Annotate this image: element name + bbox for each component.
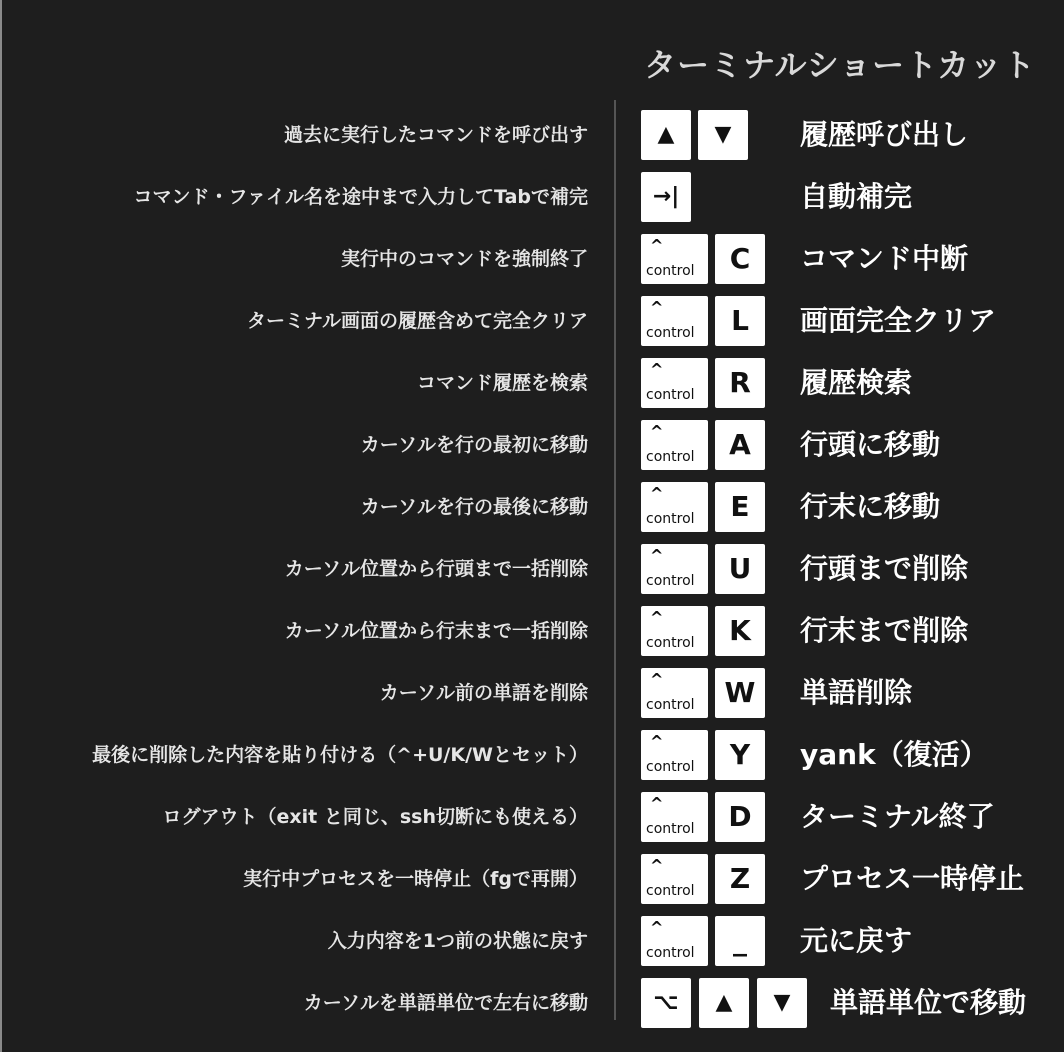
shortcut-row-line-start bbox=[0, 420, 1064, 470]
option-key-icon: ⌥ bbox=[641, 978, 691, 1028]
shortcut-row-delete-to-start bbox=[0, 544, 1064, 594]
shortcut-label: 単語単位で移動 bbox=[830, 986, 1027, 1019]
shortcut-row-suspend bbox=[0, 854, 1064, 904]
letter-key: K bbox=[715, 606, 765, 656]
shortcut-row-delete-word bbox=[0, 668, 1064, 718]
down-arrow-key-icon: ▼ bbox=[757, 978, 807, 1028]
control-key bbox=[641, 668, 708, 718]
shortcut-label: 行末まで削除 bbox=[800, 614, 969, 647]
control-key-label: control bbox=[646, 511, 695, 527]
control-key-label: control bbox=[646, 449, 695, 465]
control-key bbox=[641, 916, 708, 966]
control-key-label: control bbox=[646, 697, 695, 713]
shortcut-description: カーソル前の単語を削除 bbox=[379, 682, 588, 704]
shortcut-label: yank（復活） bbox=[800, 738, 988, 771]
letter-key: U bbox=[715, 544, 765, 594]
shortcut-description: カーソルを単語単位で左右に移動 bbox=[303, 992, 588, 1014]
letter-key: C bbox=[715, 234, 765, 284]
control-key-label: control bbox=[646, 759, 695, 775]
shortcut-description: カーソルを行の最初に移動 bbox=[360, 434, 588, 456]
shortcut-row-undo bbox=[0, 916, 1064, 966]
shortcut-description: ログアウト（exit と同じ、ssh切断にも使える） bbox=[162, 806, 588, 828]
control-key bbox=[641, 544, 708, 594]
shortcut-row-logout bbox=[0, 792, 1064, 842]
shortcut-label: 自動補完 bbox=[800, 180, 913, 213]
up-arrow-key-icon: ▲ bbox=[641, 110, 691, 160]
tab-key-icon: →| bbox=[641, 172, 691, 222]
letter-key: Y bbox=[715, 730, 765, 780]
caret-icon: ^ bbox=[650, 236, 664, 255]
control-key bbox=[641, 792, 708, 842]
control-key-label: control bbox=[646, 635, 695, 651]
caret-icon: ^ bbox=[650, 608, 664, 627]
shortcut-label: 履歴呼び出し bbox=[800, 118, 969, 151]
shortcut-description: 入力内容を1つ前の状態に戻す bbox=[327, 930, 588, 952]
control-key-label: control bbox=[646, 263, 695, 279]
shortcut-description: カーソル位置から行頭まで一括削除 bbox=[284, 558, 588, 580]
shortcut-label: 履歴検索 bbox=[800, 366, 913, 399]
shortcut-description: カーソル位置から行末まで一括削除 bbox=[284, 620, 588, 642]
shortcut-label: 行頭まで削除 bbox=[800, 552, 969, 585]
up-arrow-key-icon: ▲ bbox=[699, 978, 749, 1028]
letter-key: R bbox=[715, 358, 765, 408]
caret-icon: ^ bbox=[650, 298, 664, 317]
caret-icon: ^ bbox=[650, 670, 664, 689]
shortcut-description: 実行中プロセスを一時停止（fgで再開） bbox=[243, 868, 588, 890]
caret-icon: ^ bbox=[650, 918, 664, 937]
shortcut-label: 元に戻す bbox=[800, 924, 913, 957]
control-key bbox=[641, 854, 708, 904]
control-key-label: control bbox=[646, 821, 695, 837]
control-key-label: control bbox=[646, 325, 695, 341]
caret-icon: ^ bbox=[650, 422, 664, 441]
shortcut-description: 実行中のコマンドを強制終了 bbox=[340, 248, 588, 270]
down-arrow-key-icon: ▼ bbox=[698, 110, 748, 160]
caret-icon: ^ bbox=[650, 484, 664, 503]
shortcut-description: 最後に削除した内容を貼り付ける（^+U/K/Wとセット） bbox=[92, 744, 588, 766]
page-title: ターミナルショートカット bbox=[644, 46, 1036, 84]
letter-key: L bbox=[715, 296, 765, 346]
shortcut-row-interrupt bbox=[0, 234, 1064, 284]
caret-icon: ^ bbox=[650, 546, 664, 565]
shortcut-row-line-end bbox=[0, 482, 1064, 532]
caret-icon: ^ bbox=[650, 360, 664, 379]
shortcut-label: 行末に移動 bbox=[800, 490, 941, 523]
control-key bbox=[641, 606, 708, 656]
shortcut-description: 過去に実行したコマンドを呼び出す bbox=[283, 124, 588, 146]
shortcut-label: 画面完全クリア bbox=[800, 304, 997, 337]
control-key bbox=[641, 234, 708, 284]
caret-icon: ^ bbox=[650, 856, 664, 875]
control-key-label: control bbox=[646, 387, 695, 403]
control-key-label: control bbox=[646, 573, 695, 589]
shortcut-row-history bbox=[0, 110, 1064, 160]
control-key-label: control bbox=[646, 945, 695, 961]
shortcut-row-delete-to-end bbox=[0, 606, 1064, 656]
letter-key: D bbox=[715, 792, 765, 842]
shortcut-label: コマンド中断 bbox=[800, 242, 969, 275]
shortcut-label: ターミナル終了 bbox=[800, 800, 995, 833]
shortcut-description: コマンド履歴を検索 bbox=[416, 372, 588, 394]
shortcut-label: プロセス一時停止 bbox=[800, 862, 1025, 895]
caret-icon: ^ bbox=[650, 732, 664, 751]
control-key bbox=[641, 296, 708, 346]
shortcut-description: ターミナル画面の履歴含めて完全クリア bbox=[246, 310, 588, 332]
shortcut-row-history-search bbox=[0, 358, 1064, 408]
shortcut-label: 単語削除 bbox=[800, 676, 913, 709]
letter-key: E bbox=[715, 482, 765, 532]
control-key-label: control bbox=[646, 883, 695, 899]
control-key bbox=[641, 420, 708, 470]
control-key bbox=[641, 482, 708, 532]
letter-key: A bbox=[715, 420, 765, 470]
shortcut-row-word-move bbox=[0, 978, 1064, 1028]
letter-key: W bbox=[715, 668, 765, 718]
shortcut-row-clear bbox=[0, 296, 1064, 346]
letter-key: _ bbox=[715, 916, 765, 966]
shortcut-description: カーソルを行の最後に移動 bbox=[360, 496, 588, 518]
control-key bbox=[641, 730, 708, 780]
shortcut-row-yank bbox=[0, 730, 1064, 780]
letter-key: Z bbox=[715, 854, 765, 904]
shortcut-description: コマンド・ファイル名を途中まで入力してTabで補完 bbox=[133, 186, 588, 208]
shortcut-label: 行頭に移動 bbox=[800, 428, 941, 461]
control-key bbox=[641, 358, 708, 408]
caret-icon: ^ bbox=[650, 794, 664, 813]
shortcut-row-autocomplete bbox=[0, 172, 1064, 222]
